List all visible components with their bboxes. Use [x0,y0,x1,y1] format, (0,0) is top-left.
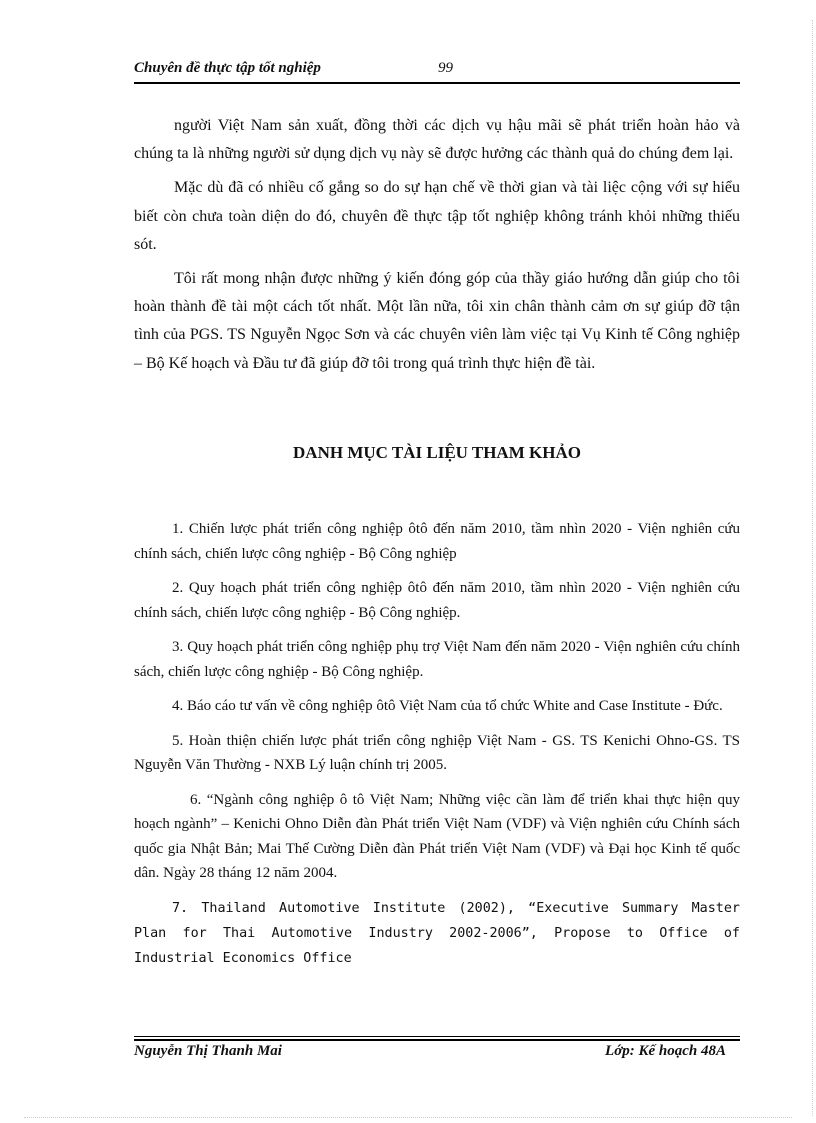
paragraph: người Việt Nam sản xuất, đồng thời các dịch vụ hậu mãi sẽ phát triển hoàn hảo và chúng ta là những người sử dụng dịch vụ này sẽ được hưởng các thành quả do chúng đem lại. [134,117,740,163]
reference-list [134,517,740,981]
reference-item: 6. “Ngành công nghiệp ô tô Việt Nam; Những việc cần làm để triển khai thực hiện quy hoạch ngành” – Kenichi Ohno Diễn đàn Phát triển Việt Nam (VDF) và Viện nghiên cứu Chính sách quốc gia Nhật Bản; Mai Thế Cường Diễn đàn Phát triển Việt Nam (VDF) và Đại học Kinh tế quốc dân. Ngày 28 tháng 12 năm 2004. [134,791,740,881]
header-title: Chuyên đề thực tập tốt nghiệp [134,60,321,76]
reference-item: 5. Hoàn thiện chiến lược phát triển công nghiệp Việt Nam - GS. TS Kenichi Ohno-GS. TS Nguyễn Văn Thường - NXB Lý luận chính trị 2005. [134,732,740,773]
footer-author: Nguyễn Thị Thanh Mai [134,1043,282,1059]
footer-divider-thick [134,1039,740,1041]
references-heading: DANH MỤC TÀI LIỆU THAM KHẢO [293,443,581,462]
page-footer [134,1043,740,1065]
reference-item: 1. Chiến lược phát triển công nghiệp ôtô đến năm 2010, tầm nhìn 2020 - Viện nghiên cứu chính sách, chiến lược công nghiệp - Bộ Công nghiệp [134,521,740,562]
paragraph: Tôi rất mong nhận được những ý kiến đóng góp của thầy giáo hướng dẫn giúp cho tôi hoàn thành đề tài một cách tốt nhất. Một lần nữa, tôi xin chân thành cảm ơn sự giúp đỡ tận tình của PGS. TS Nguyễn Ngọc Sơn và các chuyên viên làm việc tại Vụ Kinh tế Công nghiệp – Bộ Kế hoạch và Đầu tư đã giúp đỡ tôi trong quá trình thực hiện đề tài. [134,270,740,372]
reference-item: 3. Quy hoạch phát triển công nghiệp phụ trợ Việt Nam đến năm 2020 - Viện nghiên cứu chính sách, chiến lược công nghiệp - Bộ Công nghiệp. [134,639,740,680]
reference-item: 4. Báo cáo tư vấn về công nghiệp ôtô Việt Nam của tổ chức White and Case Institute - Đức. [172,698,723,714]
body-text [134,112,740,384]
page-number: 99 [438,60,453,76]
reference-item: 2. Quy hoạch phát triển công nghiệp ôtô đến năm 2010, tầm nhìn 2020 - Viện nghiên cứu chính sách, chiến lược công nghiệp - Bộ Công nghiệp. [134,580,740,621]
page-border-right [812,20,813,1116]
paragraph: Mặc dù đã có nhiều cố gắng so do sự hạn chế về thời gian và tài liệc cộng với sự hiểu biết còn chưa toàn diện do đó, chuyên đề thực tập tốt nghiệp không tránh khỏi những thiếu sót. [134,179,740,253]
footer-divider-thin [134,1036,740,1037]
page-border-bottom [24,1117,792,1118]
reference-item: 7. Thailand Automotive Institute (2002), “Executive Summary Master Plan for Thai Automotive Industry 2002-2006”, Propose to Office of Industrial Economics Office [134,900,740,966]
footer-class: Lớp: Kế hoạch 48A [605,1043,726,1059]
header-divider [134,82,740,84]
page-header [134,60,740,82]
